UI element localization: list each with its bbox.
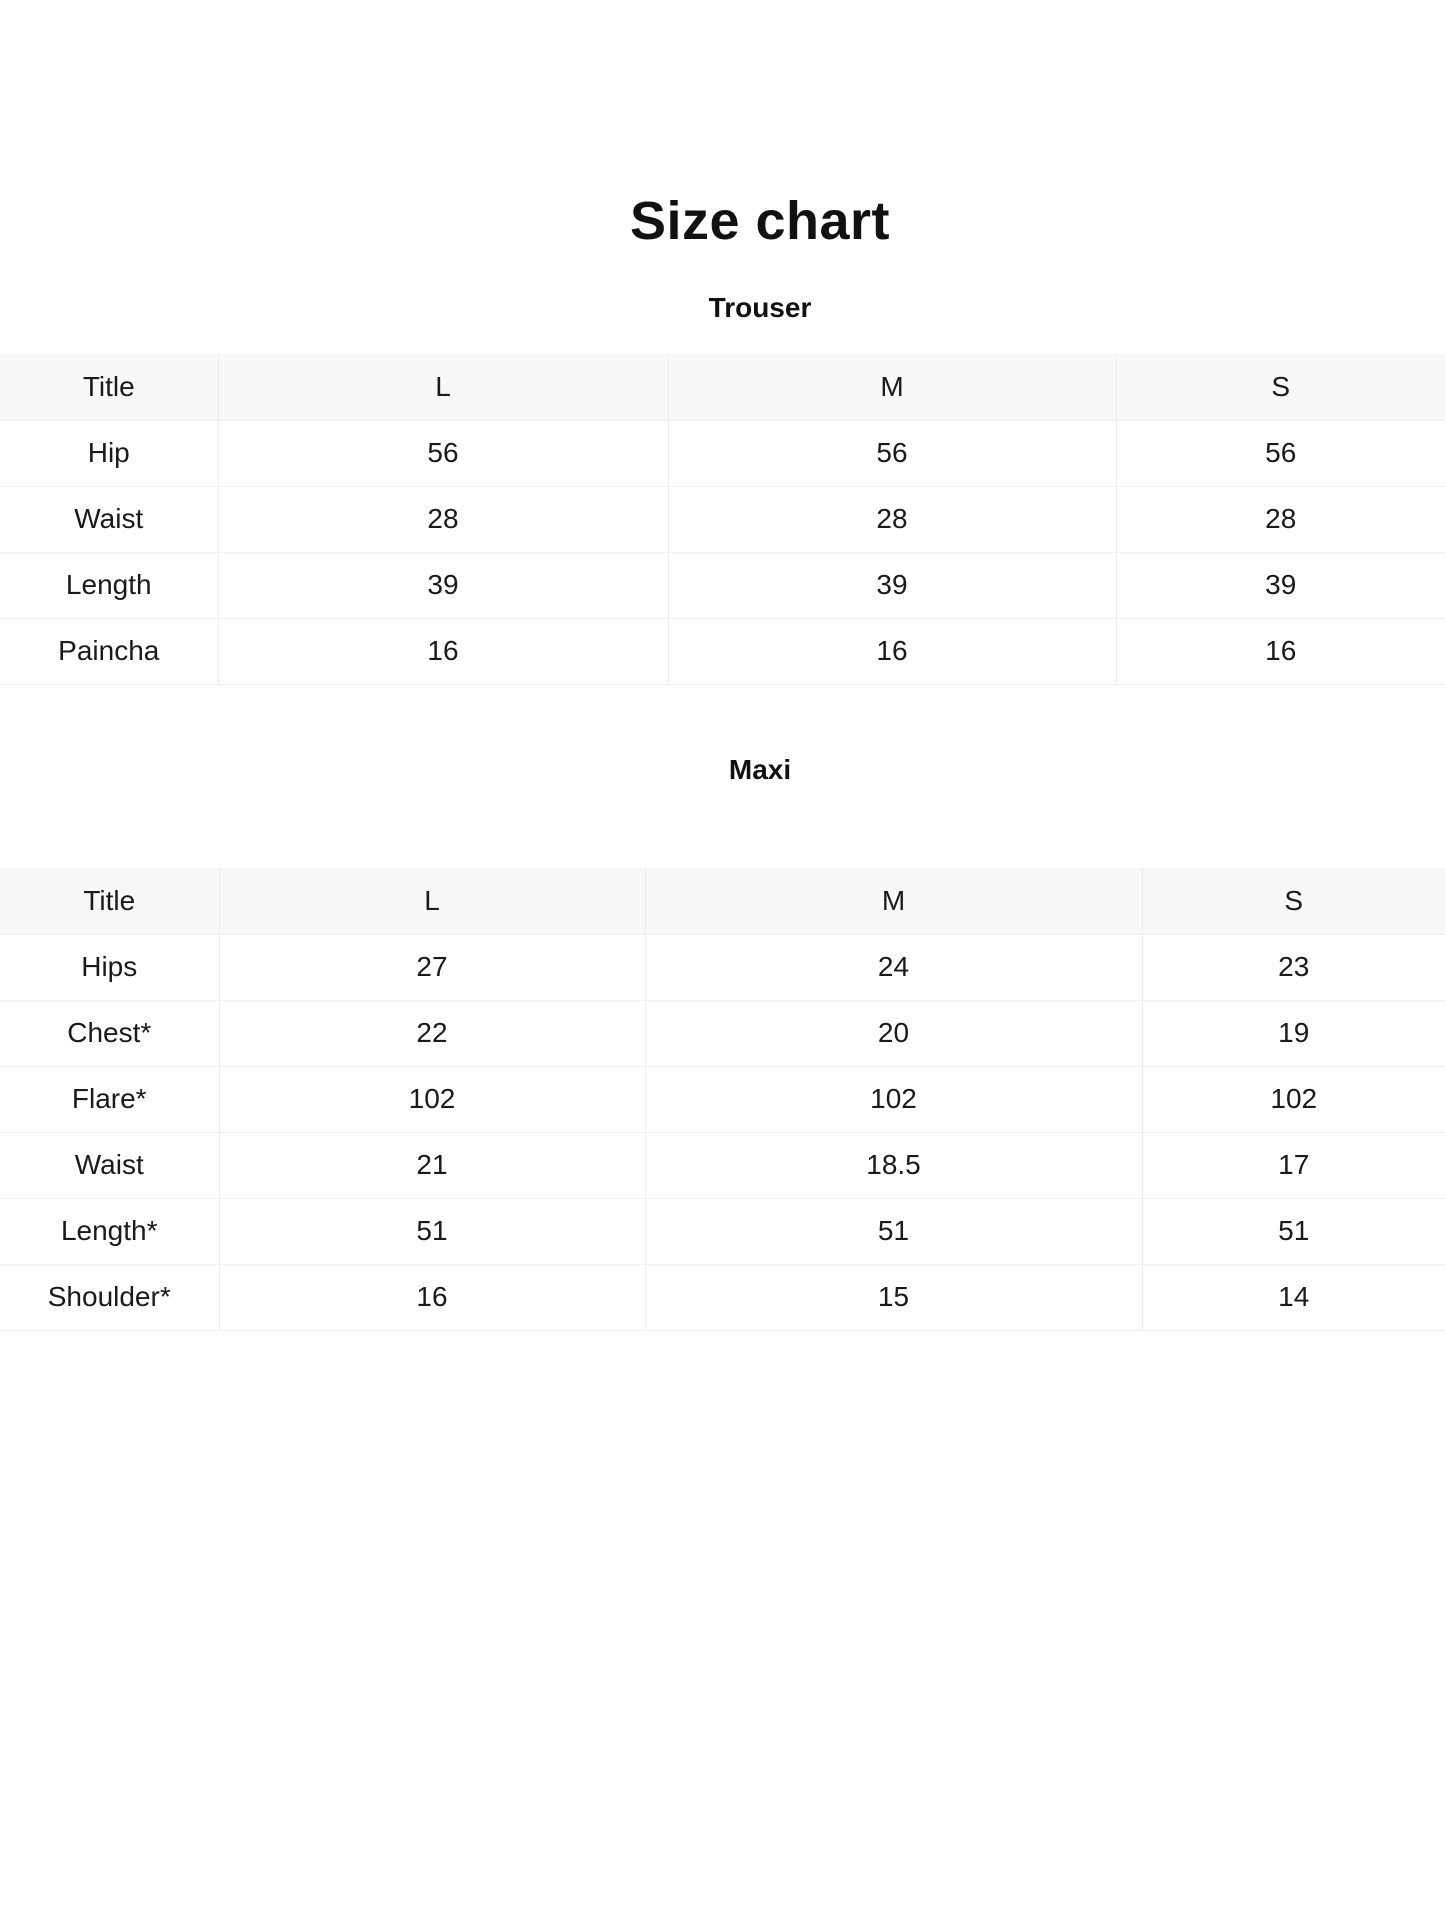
- row-label: Length*: [0, 1198, 219, 1264]
- table-cell: 39: [218, 552, 668, 618]
- row-label: Waist: [0, 1132, 219, 1198]
- table-cell: 28: [668, 486, 1116, 552]
- row-label: Length: [0, 552, 218, 618]
- table-cell: 51: [219, 1198, 645, 1264]
- column-header: S: [1142, 868, 1445, 934]
- table-row: [0, 1264, 1445, 1330]
- table-cell: 28: [218, 486, 668, 552]
- table-cell: 16: [668, 618, 1116, 684]
- row-label: Hips: [0, 934, 219, 1000]
- table-cell: 39: [1116, 552, 1445, 618]
- table-cell: 56: [1116, 420, 1445, 486]
- table-row: [0, 1066, 1445, 1132]
- table-cell: 102: [1142, 1066, 1445, 1132]
- table-cell: 51: [1142, 1198, 1445, 1264]
- table-cell: 19: [1142, 1000, 1445, 1066]
- table-cell: 39: [668, 552, 1116, 618]
- table-cell: 24: [645, 934, 1142, 1000]
- table-cell: 27: [219, 934, 645, 1000]
- table-cell: 20: [645, 1000, 1142, 1066]
- maxi-size-table: [0, 868, 1445, 1331]
- column-header: M: [645, 868, 1142, 934]
- column-header: L: [218, 354, 668, 420]
- table-cell: 23: [1142, 934, 1445, 1000]
- row-label: Hip: [0, 420, 218, 486]
- column-header: Title: [0, 354, 218, 420]
- table-cell: 14: [1142, 1264, 1445, 1330]
- table-cell: 22: [219, 1000, 645, 1066]
- table-cell: 16: [218, 618, 668, 684]
- maxi-section-title: Maxi: [728, 754, 792, 785]
- table-header-row: [0, 354, 1445, 420]
- table-cell: 102: [219, 1066, 645, 1132]
- table-cell: 56: [668, 420, 1116, 486]
- row-label: Shoulder*: [0, 1264, 219, 1330]
- table-cell: 56: [218, 420, 668, 486]
- table-cell: 102: [645, 1066, 1142, 1132]
- table-cell: 17: [1142, 1132, 1445, 1198]
- table-cell: 51: [645, 1198, 1142, 1264]
- row-label: Chest*: [0, 1000, 219, 1066]
- table-cell: 15: [645, 1264, 1142, 1330]
- page-title: Size chart: [629, 191, 891, 251]
- table-row: [0, 1132, 1445, 1198]
- table-header-row: [0, 868, 1445, 934]
- column-header: S: [1116, 354, 1445, 420]
- column-header: M: [668, 354, 1116, 420]
- row-label: Paincha: [0, 618, 218, 684]
- table-cell: 18.5: [645, 1132, 1142, 1198]
- column-header: L: [219, 868, 645, 934]
- table-row: [0, 1198, 1445, 1264]
- table-cell: 16: [1116, 618, 1445, 684]
- column-header: Title: [0, 868, 219, 934]
- trouser-size-table: [0, 354, 1445, 685]
- table-row: [0, 486, 1445, 552]
- table-row: [0, 934, 1445, 1000]
- row-label: Flare*: [0, 1066, 219, 1132]
- table-cell: 21: [219, 1132, 645, 1198]
- trouser-section-title: Trouser: [708, 292, 812, 323]
- row-label: Waist: [0, 486, 218, 552]
- table-cell: 28: [1116, 486, 1445, 552]
- table-row: [0, 420, 1445, 486]
- table-row: [0, 552, 1445, 618]
- table-row: [0, 618, 1445, 684]
- table-cell: 16: [219, 1264, 645, 1330]
- table-row: [0, 1000, 1445, 1066]
